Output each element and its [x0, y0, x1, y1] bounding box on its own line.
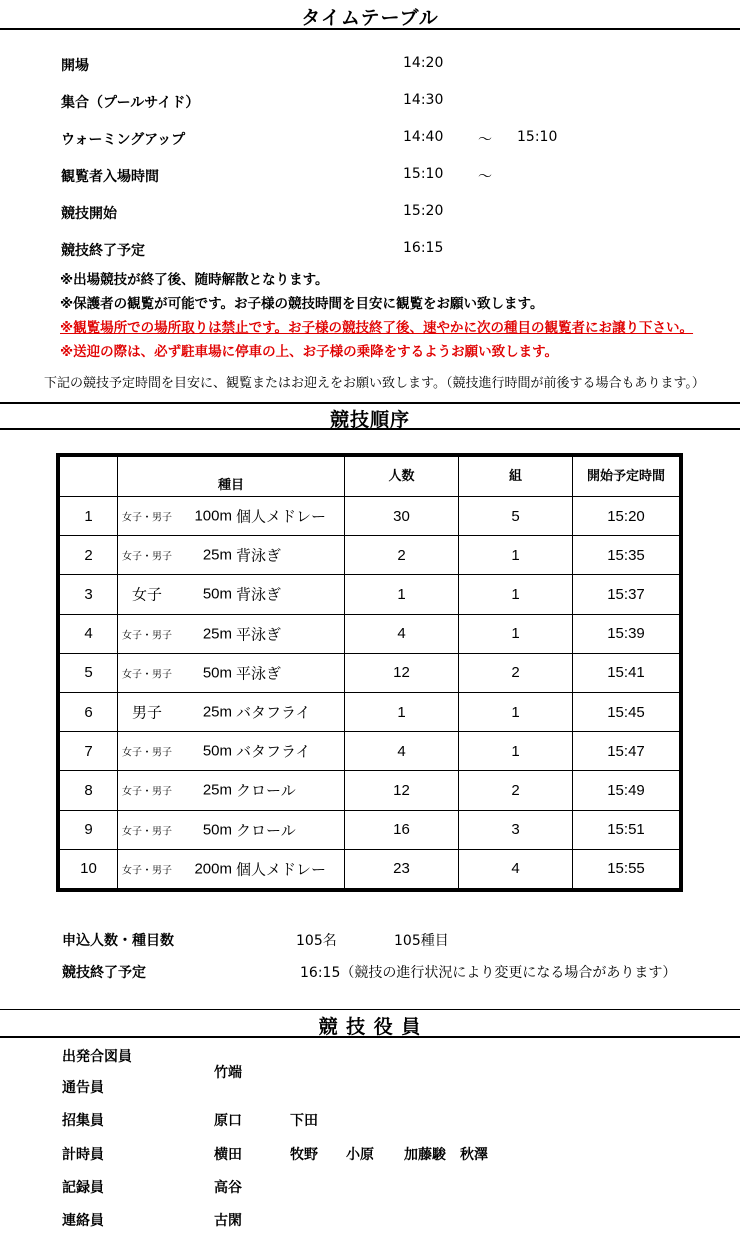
event-number: 10: [60, 849, 118, 888]
liaison-label: 連絡員: [62, 1213, 104, 1229]
order-rule-top: [0, 402, 740, 404]
officials-rule-bottom: [0, 1036, 740, 1038]
event-gender: 女子・男子: [122, 865, 172, 877]
event-number: 7: [60, 732, 118, 771]
note-no-reserving: ※観覧場所での場所取りは禁止です。お子様の競技終了後、速やかに次の種目の観覧者にお譲り下さい。: [60, 320, 694, 336]
header-start-time: 開始予定時間: [573, 457, 680, 497]
recorder-label: 記録員: [62, 1180, 104, 1196]
event-start-time: 15:49: [573, 771, 680, 810]
timer-name-3: 小原: [346, 1147, 374, 1163]
announcer-label: 通告員: [62, 1080, 104, 1096]
event-cell: [118, 614, 345, 653]
note-pickup: ※送迎の際は、必ず駐車場に停車の上、お子様の乗降をするようお願い致します。: [60, 344, 559, 360]
event-groups: 1: [459, 614, 573, 653]
timetable-start: 14:40: [403, 129, 444, 145]
event-number: 6: [60, 692, 118, 731]
event-distance: 50m: [202, 742, 232, 760]
event-stroke: 背泳ぎ: [236, 547, 282, 565]
timetable-label: 観覧者入場時間: [61, 169, 159, 185]
event-count: 30: [345, 497, 459, 536]
event-cell: [118, 849, 345, 888]
event-start-time: 15:47: [573, 732, 680, 771]
timer-name-5: 秋澤: [460, 1147, 488, 1163]
event-stroke: 平泳ぎ: [236, 665, 282, 683]
event-distance: 100m: [194, 507, 232, 525]
event-groups: 2: [459, 771, 573, 810]
end-value: 16:15（競技の進行状況により変更になる場合があります）: [300, 965, 677, 981]
event-stroke: 平泳ぎ: [236, 626, 282, 644]
event-count: 2: [345, 536, 459, 575]
event-gender: 女子: [132, 586, 163, 604]
event-groups: 1: [459, 692, 573, 731]
event-cell: [118, 692, 345, 731]
event-stroke: 個人メドレー: [236, 861, 327, 879]
event-distance: 50m: [202, 821, 232, 839]
event-cell: [118, 536, 345, 575]
event-groups: 4: [459, 849, 573, 888]
table-row: [60, 536, 680, 575]
event-count: 4: [345, 614, 459, 653]
marshal-label: 招集員: [62, 1113, 104, 1129]
timer-label: 計時員: [62, 1147, 104, 1163]
event-start-time: 15:39: [573, 614, 680, 653]
event-start-time: 15:55: [573, 849, 680, 888]
event-order-table: [56, 453, 683, 892]
table-row: [60, 771, 680, 810]
event-gender: 女子・男子: [122, 630, 172, 642]
event-count: 23: [345, 849, 459, 888]
event-cell: [118, 653, 345, 692]
event-stroke: クロール: [236, 822, 296, 840]
event-cell: [118, 497, 345, 536]
table-row: [60, 692, 680, 731]
end-label: 競技終了予定: [62, 965, 146, 981]
timetable-start: 14:20: [403, 55, 444, 71]
table-row: [60, 575, 680, 614]
timetable-tilde: ～: [478, 132, 492, 148]
event-stroke: バタフライ: [236, 743, 311, 761]
event-start-time: 15:45: [573, 692, 680, 731]
timetable-start: 16:15: [403, 240, 444, 256]
table-row: [60, 614, 680, 653]
event-distance: 50m: [202, 664, 232, 682]
officials-rule-top: [0, 1009, 740, 1010]
table-row: [60, 497, 680, 536]
timetable-label: 集合（プールサイド）: [61, 95, 200, 111]
timetable-tilde: ～: [478, 169, 492, 185]
event-stroke: 個人メドレー: [236, 508, 327, 526]
event-start-time: 15:51: [573, 810, 680, 849]
event-number: 8: [60, 771, 118, 810]
event-cell: [118, 732, 345, 771]
event-distance: 50m: [202, 585, 232, 603]
event-number: 3: [60, 575, 118, 614]
officials-title: 競 技 役 員: [318, 1016, 422, 1038]
marshal-name-2: 下田: [290, 1113, 318, 1129]
entries-label: 申込人数・種目数: [62, 933, 174, 949]
event-gender: 女子・男子: [122, 826, 172, 838]
note-dismissal: ※出場競技が終了後、随時解散となります。: [60, 272, 329, 288]
event-count: 16: [345, 810, 459, 849]
event-start-time: 15:37: [573, 575, 680, 614]
event-number: 1: [60, 497, 118, 536]
event-number: 5: [60, 653, 118, 692]
event-number: 2: [60, 536, 118, 575]
marshal-name-1: 原口: [214, 1113, 242, 1129]
table-row: [60, 810, 680, 849]
event-groups: 1: [459, 732, 573, 771]
event-start-time: 15:20: [573, 497, 680, 536]
timetable-label: 開場: [61, 58, 89, 74]
event-cell: [118, 810, 345, 849]
event-gender: 女子・男子: [122, 669, 172, 681]
table-row: [60, 849, 680, 888]
event-cell: [118, 771, 345, 810]
event-count: 4: [345, 732, 459, 771]
timetable-label: ウォーミングアップ: [61, 132, 186, 148]
table-row: [60, 653, 680, 692]
header-count: 人数: [345, 457, 459, 497]
event-stroke: バタフライ: [236, 704, 311, 722]
entries-events: 105種目: [394, 933, 449, 949]
event-gender: 女子・男子: [122, 512, 172, 524]
liaison-name: 古閑: [214, 1213, 242, 1229]
event-distance: 25m: [202, 703, 232, 721]
event-distance: 25m: [202, 781, 232, 799]
header-event: 種目: [118, 457, 345, 497]
event-distance: 25m: [202, 625, 232, 643]
entries-people: 105名: [296, 933, 337, 949]
table-header-row: [60, 457, 680, 497]
timetable-label: 競技開始: [61, 206, 117, 222]
starter-announcer-name: 竹端: [214, 1065, 242, 1081]
timetable-rule: [0, 28, 740, 30]
guide-text: 下記の競技予定時間を目安に、観覧またはお迎えをお願い致します。（競技進行時間が前後する場合もあります。）: [44, 376, 705, 391]
event-groups: 5: [459, 497, 573, 536]
event-distance: 200m: [194, 860, 232, 878]
timer-name-4: 加藤駿: [404, 1147, 446, 1163]
event-start-time: 15:35: [573, 536, 680, 575]
event-distance: 25m: [202, 546, 232, 564]
table-row: [60, 732, 680, 771]
event-gender: 女子・男子: [122, 551, 172, 563]
event-groups: 1: [459, 575, 573, 614]
timer-name-1: 横田: [214, 1147, 242, 1163]
header-no: [60, 457, 118, 497]
timer-name-2: 牧野: [290, 1147, 318, 1163]
header-groups: 組: [459, 457, 573, 497]
event-count: 1: [345, 575, 459, 614]
event-groups: 2: [459, 653, 573, 692]
timetable-title: タイムテーブル: [301, 7, 439, 29]
event-stroke: クロール: [236, 782, 296, 800]
timetable-start: 15:10: [403, 166, 444, 182]
event-stroke: 背泳ぎ: [236, 586, 282, 604]
note-spectators: ※保護者の観覧が可能です。お子様の競技時間を目安に観覧をお願い致します。: [60, 296, 544, 312]
timetable-start: 14:30: [403, 92, 444, 108]
event-groups: 1: [459, 536, 573, 575]
event-number: 4: [60, 614, 118, 653]
timetable-end: 15:10: [517, 129, 558, 145]
event-gender: 女子・男子: [122, 786, 172, 798]
timetable-start: 15:20: [403, 203, 444, 219]
event-groups: 3: [459, 810, 573, 849]
starter-label: 出発合図員: [62, 1049, 132, 1065]
event-cell: [118, 575, 345, 614]
event-gender: 女子・男子: [122, 747, 172, 759]
recorder-name: 高谷: [214, 1180, 242, 1196]
event-count: 12: [345, 653, 459, 692]
order-title: 競技順序: [329, 409, 410, 431]
event-number: 9: [60, 810, 118, 849]
event-start-time: 15:41: [573, 653, 680, 692]
event-count: 1: [345, 692, 459, 731]
event-count: 12: [345, 771, 459, 810]
event-gender: 男子: [132, 704, 163, 722]
order-rule-bottom: [0, 428, 740, 430]
timetable-label: 競技終了予定: [61, 243, 145, 259]
